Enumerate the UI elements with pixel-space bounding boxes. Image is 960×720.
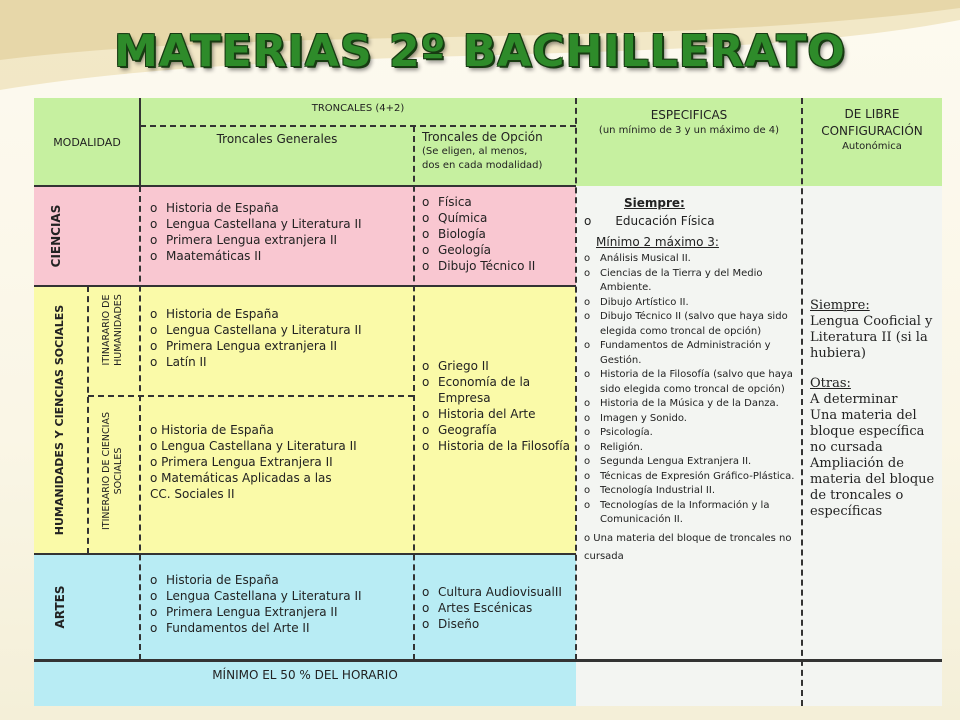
header-troncales-opcion: Troncales de Opción (Se eligen, al menos, dos en cada modalidad) <box>414 126 576 186</box>
list-item: o Cultura AudiovisualII <box>422 584 576 600</box>
humanidades-generales-1 <box>140 286 414 396</box>
itinerario-sociales-label: ITINERARIO DE CIENCIAS SOCIALES <box>101 412 124 530</box>
list-item: o Diseño <box>422 616 576 632</box>
libre-otras-line: Una materia del bloque específica no cursada <box>810 408 925 455</box>
list-item: o Lengua Castellana y Literatura II <box>150 588 414 604</box>
artes-opcion <box>414 554 576 660</box>
ciencias-opcion <box>414 186 576 286</box>
humanidades-label: HUMANIDADES Y CIENCIAS SOCIALES <box>53 304 66 536</box>
list-item: o Geología <box>422 242 576 258</box>
page-title: MATERIAS 2º BACHILLERATO <box>114 26 846 77</box>
list-item: o Psicología. <box>584 426 796 441</box>
list-item: o Segunda Lengua Extranjera II. <box>584 455 796 470</box>
list-item: o Física <box>422 194 576 210</box>
especificas-extra: o Una materia del bloque de troncales no cursada <box>584 532 792 562</box>
footer-blank-1 <box>576 660 802 706</box>
humanidades-generales-list <box>150 306 414 370</box>
humanidades-label-cell <box>34 286 88 554</box>
list-item: o Historia de España <box>150 423 274 437</box>
list-item: o Economía de la Empresa <box>422 374 576 406</box>
divider <box>139 186 141 660</box>
list-item: o Primera Lengua extranjera II <box>150 338 414 354</box>
list-item: o Tecnologías de la Información y la Comunicación II. <box>584 499 796 528</box>
ciencias-generales-list <box>150 200 414 264</box>
itinerario-humanidades-cell <box>88 286 140 396</box>
list-item: o Primera Lengua Extranjera II <box>150 455 333 469</box>
list-item: o Fundamentos del Arte II <box>150 620 414 636</box>
divider <box>413 126 415 660</box>
list-item: o Geografía <box>422 422 576 438</box>
list-item: o Técnicas de Expresión Gráfico-Plástica. <box>584 470 796 485</box>
list-item: o Artes Escénicas <box>422 600 576 616</box>
list-item: o Religión. <box>584 441 796 456</box>
sociales-generales-list <box>150 422 414 502</box>
divider <box>139 98 141 186</box>
humanidades-opcion <box>414 286 576 554</box>
footer-text: MÍNIMO EL 50 % DEL HORARIO <box>212 668 398 682</box>
list-item: o Lengua Castellana y Literatura II <box>150 439 357 453</box>
divider <box>87 286 89 554</box>
libre-otras-line: A determinar <box>810 392 898 407</box>
libre-otras-list <box>810 392 938 520</box>
header-libre: DE LIBRE CONFIGURACIÓN Autonómica <box>802 98 942 186</box>
ciencias-opcion-list <box>422 194 576 274</box>
list-item: o Dibujo Técnico II <box>422 258 576 274</box>
libre-siempre-text: Lengua Cooficial y Literatura II (si la hubiera) <box>810 314 933 361</box>
list-item: o Dibujo Artístico II. <box>584 296 796 311</box>
ciencias-label: CIENCIAS <box>49 204 63 268</box>
list-item: o Historia del Arte <box>422 406 576 422</box>
libre-otras-line: Ampliación de materia del bloque de troncales o específicas <box>810 456 935 519</box>
divider <box>34 185 576 187</box>
especificas-cell <box>576 186 802 660</box>
list-item: o Química <box>422 210 576 226</box>
divider <box>34 553 576 555</box>
footer-blank-2 <box>802 660 942 706</box>
footer-cell <box>34 660 576 706</box>
list-item: o Historia de la Música y de la Danza. <box>584 397 796 412</box>
list-item: o Fundamentos de Administración y Gestión. <box>584 339 796 368</box>
header-troncales: TRONCALES (4+2) <box>140 98 576 126</box>
list-item: o Griego II <box>422 358 576 374</box>
itinerario-sociales-cell <box>88 396 140 554</box>
list-item: o Dibujo Técnico II (salvo que haya sido elegida como troncal de opción) <box>584 310 796 339</box>
header-especificas: ESPECIFICAS (un mínimo de 3 y un máximo de 4) <box>576 98 802 186</box>
libre-cell <box>802 186 942 660</box>
especificas-list <box>584 252 796 528</box>
divider <box>88 395 414 397</box>
libre-otras: Otras: <box>810 376 851 391</box>
list-item: o Historia de la Filosofía (salvo que haya sido elegida como troncal de opción) <box>584 368 796 397</box>
header-troncales-generales: Troncales Generales <box>140 126 414 186</box>
header-modalidad: MODALIDAD <box>34 98 140 186</box>
artes-label: ARTES <box>53 585 67 629</box>
artes-label-cell <box>34 554 88 660</box>
list-item: o Imagen y Sonido. <box>584 412 796 427</box>
list-item: o Tecnología Industrial II. <box>584 484 796 499</box>
list-item: o Historia de España <box>150 200 414 216</box>
artes-generales-list <box>150 572 414 636</box>
list-item: o Primera Lengua extranjera II <box>150 232 414 248</box>
list-item: o Historia de España <box>150 306 414 322</box>
ciencias-generales <box>140 186 414 286</box>
list-item: o Ciencias de la Tierra y del Medio Ambiente. <box>584 267 796 296</box>
ciencias-label-cell <box>34 186 140 286</box>
list-item: o Análisis Musical II. <box>584 252 796 267</box>
list-item: CC. Sociales II <box>150 487 235 501</box>
list-item: o Latín II <box>150 354 414 370</box>
artes-itinerario-blank <box>88 554 140 660</box>
especificas-siempre-item: o Educación Física <box>584 214 715 228</box>
divider <box>140 125 576 127</box>
list-item: o Matemáticas Aplicadas a las <box>150 471 332 485</box>
especificas-minimo: Mínimo 2 máximo 3: <box>596 235 719 249</box>
especificas-siempre: Siempre: <box>624 196 685 210</box>
divider <box>801 98 803 706</box>
list-item: o Primera Lengua Extranjera II <box>150 604 414 620</box>
list-item: o Historia de España <box>150 572 414 588</box>
humanidades-generales-2 <box>140 396 414 554</box>
list-item: o Maatemáticas II <box>150 248 414 264</box>
list-item: o Biología <box>422 226 576 242</box>
artes-generales <box>140 554 414 660</box>
artes-opcion-list <box>422 584 576 632</box>
list-item: o Lengua Castellana y Literatura II <box>150 322 414 338</box>
divider <box>34 285 576 287</box>
libre-siempre: Siempre: <box>810 298 870 313</box>
divider <box>34 659 942 662</box>
humanidades-opcion-list <box>422 358 576 454</box>
list-item: o Historia de la Filosofía <box>422 438 576 454</box>
itinerario-humanidades-label: ITINARARIO DE HUMANIDADES <box>101 294 124 366</box>
list-item: o Lengua Castellana y Literatura II <box>150 216 414 232</box>
divider <box>575 98 577 660</box>
